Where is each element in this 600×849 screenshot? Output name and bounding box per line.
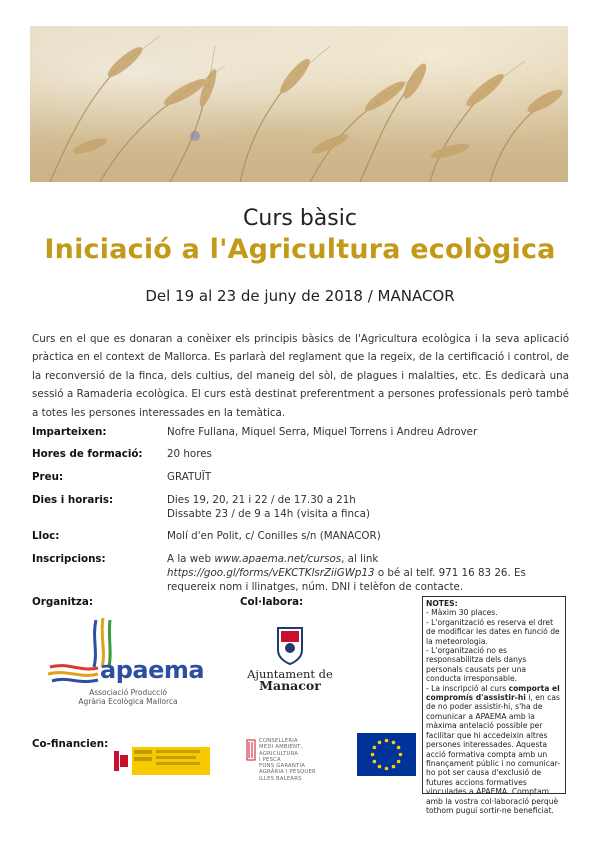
- info-label: Dies i horaris:: [32, 494, 114, 506]
- note-item: - L'organització no es responsabilitza dels danys personals causats per una conducta irresponsable.: [426, 646, 527, 684]
- caib-line: I PESCA: [259, 756, 281, 763]
- info-value: [167, 552, 572, 594]
- col-labora-label: Col·labora:: [240, 596, 304, 608]
- text: A la web: [167, 553, 215, 565]
- caib-line: ILLES BALEARS: [259, 775, 302, 782]
- info-value: GRATUÏT: [167, 471, 212, 483]
- manacor-logo: [230, 620, 350, 700]
- caib-emblem-icon: [245, 738, 257, 762]
- caib-line: MEDI AMBIENT,: [259, 744, 303, 751]
- intro-paragraph: Curs en el que es donaran a conèixer els principis bàsics de l'Agricultura ecològica i la seva aplicació pràctica en el context de Mallorca. Es parlarà del reglament que la regeix, de la certificació i control, de la reconversió de la finca, dels cultius, del maneig del sòl, de plagues i malalties, etc. Es dedicarà una sessió a Ramaderia ecològica. El curs està destinat preferentment a persones professionals però també a totes les persones interessades en la temàtica.: [32, 333, 569, 419]
- caib-fogaiba-logo: [245, 738, 325, 784]
- caib-line: FONS GARANTIA: [259, 763, 306, 770]
- form-link[interactable]: https://goo.gl/forms/vEKCTKlsrZiiGWp13: [167, 567, 375, 579]
- caib-line: AGRICULTURA: [259, 750, 299, 757]
- note-item: - L'organització es reserva el dret de modificar les dates en funció de la meteorologia.: [426, 617, 560, 646]
- schedule-line-1: Dies 19, 20, 21 i 22 / de 17.30 a 21h: [167, 494, 356, 506]
- apaema-web-link[interactable]: www.apaema.net/cursos: [214, 553, 342, 565]
- note-text: i, en cas de no poder assistir-hi, s'ha de comunicar a APAEMA amb la màxima antelació possible per facilitar que hi accedeixin altres persones interessades. Aquesta acció formativa compta amb un finançament públic i no comunicar-ho pot ser causa d'exclusió de futures accions formatives vinculades a APAEMA. Comptam amb la vostra col·laboració perquè tothom pugui sortir-ne beneficiat.: [426, 693, 560, 815]
- info-value: [167, 493, 572, 521]
- course-subtitle: Curs bàsic: [243, 206, 357, 231]
- gobierno-espana-logo: [110, 747, 210, 775]
- note-text: - La inscripció al curs: [426, 683, 509, 693]
- eu-flag-logo: [357, 733, 416, 776]
- note-item: - Màxim 30 places.: [426, 608, 498, 618]
- wheat-illustration: [30, 26, 568, 182]
- info-label: Preu:: [32, 471, 64, 483]
- caib-text: [259, 738, 316, 782]
- manacor-line: Ajuntament de: [247, 667, 333, 681]
- manacor-name: [230, 668, 350, 692]
- course-title: Iniciació a l'Agricultura ecològica: [44, 234, 556, 265]
- info-value: Nofre Fullana, Miquel Serra, Miquel Torrens i Andreu Adrover: [167, 426, 478, 438]
- manacor-line: Manacor: [259, 678, 321, 693]
- caib-line: CONSELLERIA: [259, 738, 298, 744]
- organitza-label: Organitza:: [32, 596, 93, 608]
- manacor-shield-icon: [230, 620, 350, 668]
- info-label: Inscripcions:: [32, 553, 106, 565]
- note-item: [426, 684, 562, 816]
- apaema-wordmark: apaema: [100, 656, 205, 684]
- info-label: Imparteixen:: [32, 426, 107, 438]
- apaema-logo: [48, 612, 205, 712]
- course-dates: Del 19 al 23 de juny de 2018 / MANACOR: [145, 287, 455, 305]
- info-label: Hores de formació:: [32, 448, 143, 460]
- info-label: Lloc:: [32, 530, 60, 542]
- info-value: 20 hores: [167, 448, 212, 460]
- co-financien-label: Co-financien:: [32, 738, 109, 750]
- wheat-banner-image: [30, 26, 568, 182]
- schedule-line-2: Dissabte 23 / de 9 a 14h (visita a finca): [167, 508, 370, 520]
- tagline-line: Associació Producció: [89, 688, 167, 697]
- gobierno-logo-graphic: [110, 747, 210, 775]
- tagline-line: Agrària Ecològica Mallorca: [78, 697, 178, 706]
- caib-line: AGRÀRIA I PESQUER: [259, 769, 316, 776]
- text: o bé al telf. 971 16 83 26. Es requereix nom i llinatges, núm. DNI i telèfon de contacte.: [167, 567, 526, 593]
- eu-stars-icon: [357, 733, 416, 776]
- notes-title: NOTES:: [426, 599, 458, 608]
- apaema-tagline: [58, 688, 198, 706]
- text: , al link: [341, 553, 379, 565]
- notes-box: [422, 596, 566, 815]
- note-emphasis: comporta el compromís d'assistir-hi: [426, 683, 560, 703]
- info-value: Molí d'en Polit, c/ Conilles s/n (MANACOR): [167, 530, 381, 542]
